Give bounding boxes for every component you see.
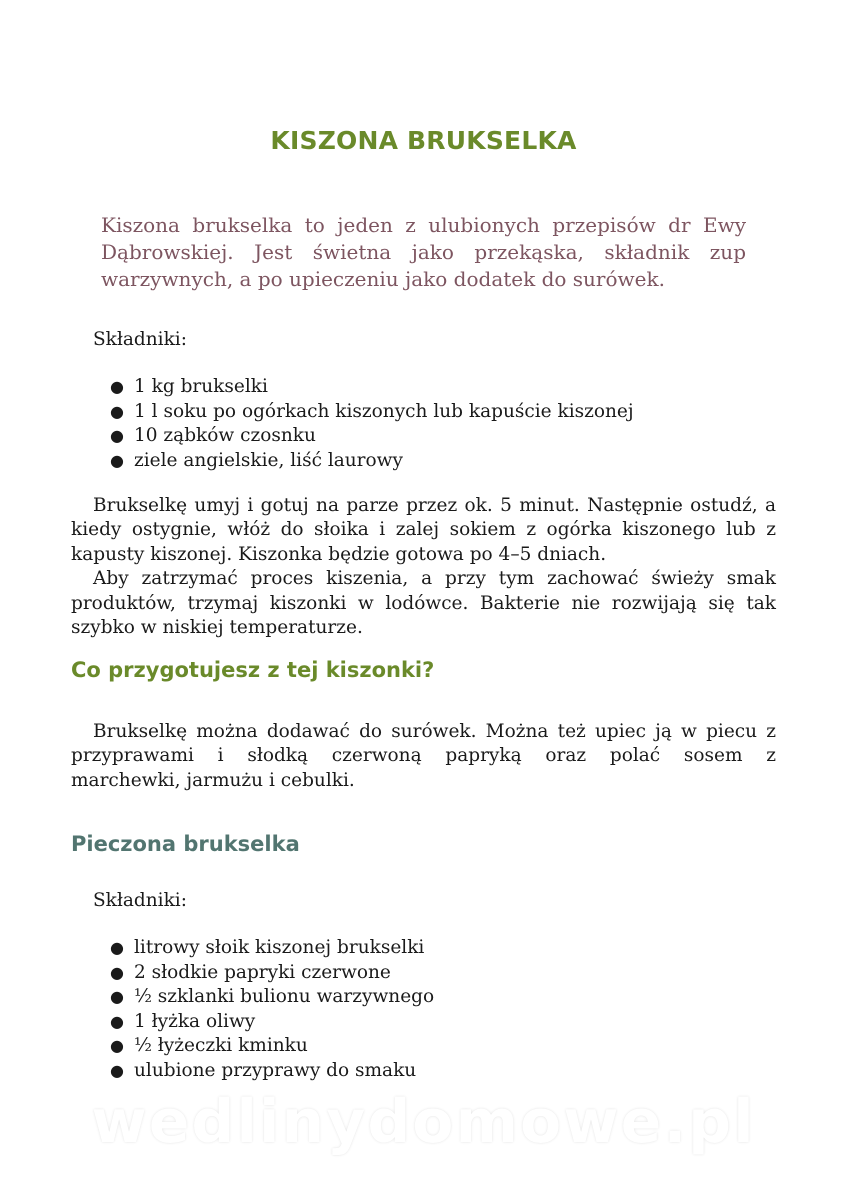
intro-line: Kiszona brukselka to jeden z ulubionych przepisów dr Ewy xyxy=(101,213,746,237)
watermark: wedlinydomowe.pl xyxy=(91,1087,756,1157)
list-item xyxy=(110,936,434,961)
list-item xyxy=(110,961,434,986)
list-item xyxy=(110,1059,434,1084)
section-heading: Pieczona brukselka xyxy=(71,832,300,856)
list-item-text: litrowy słoik kiszonej brukselki xyxy=(134,937,425,958)
list-item-text: 10 ząbków czosnku xyxy=(134,425,316,446)
bullet-icon: ● xyxy=(110,987,124,1006)
paragraph-line: Aby zatrzymać proces kiszenia, a przy tym zachować świeży smak xyxy=(93,568,776,590)
ingredients-label: Składniki: xyxy=(93,890,187,911)
bullet-icon: ● xyxy=(110,377,124,396)
intro-line: warzywnych, a po upieczeniu jako dodatek do surówek. xyxy=(101,267,665,291)
bullet-icon: ● xyxy=(110,1011,124,1031)
list-item-text: ½ szklanki bulionu warzywnego xyxy=(134,986,435,1007)
list-item xyxy=(110,985,434,1010)
paragraph-line: produktów, trzymaj kiszonki w lodówce. Bakterie nie rozwijają się tak xyxy=(71,592,776,614)
intro-paragraph xyxy=(101,212,746,293)
ingredients-list xyxy=(110,936,434,1083)
page-title: KISZONA BRUKSELKA xyxy=(270,126,577,155)
paragraph-line: Brukselkę umyj i gotuj na parze przez ok. 5 minut. Następnie ostudź, a xyxy=(93,495,776,516)
paragraph-line: marchewki, jarmużu i cebulki. xyxy=(71,769,355,791)
bullet-icon: ● xyxy=(110,401,124,421)
intro-line: Dąbrowskiej. Jest świetna jako przekąska, składnik zup xyxy=(101,240,746,264)
list-item-text: ulubione przyprawy do smaku xyxy=(134,1059,417,1081)
list-item-text: ziele angielskie, liść laurowy xyxy=(134,449,403,471)
ingredients-list xyxy=(110,375,634,473)
paragraph-line: przyprawami i słodką czerwoną papryką oraz polać sosem z xyxy=(71,745,776,767)
list-item-text: 1 łyżka oliwy xyxy=(134,1010,256,1032)
preparation-paragraph xyxy=(71,494,776,640)
list-item-text: ½ łyżeczki kminku xyxy=(134,1035,308,1056)
bullet-icon: ● xyxy=(110,450,124,470)
list-item xyxy=(110,449,634,474)
list-item xyxy=(110,424,634,449)
paragraph-line: kapusty kiszonej. Kiszonka będzie gotowa po 4–5 dniach. xyxy=(71,543,607,565)
list-item-text: 1 l soku po ogórkach kiszonych lub kapuście kiszonej xyxy=(134,400,634,422)
section-heading: Co przygotujesz z tej kiszonki? xyxy=(71,658,435,682)
paragraph-line: szybko w niskiej temperaturze. xyxy=(71,617,363,639)
list-item xyxy=(110,375,634,400)
list-item xyxy=(110,1034,434,1059)
paragraph-line: kiedy ostygnie, włóż do słoika i zalej sokiem z ogórka kiszonego lub z xyxy=(71,519,776,541)
bullet-icon: ● xyxy=(110,938,124,957)
bullet-icon: ● xyxy=(110,1060,124,1080)
ingredients-label: Składniki: xyxy=(93,329,187,350)
list-item-text: 1 kg brukselki xyxy=(134,376,268,397)
list-item xyxy=(110,400,634,425)
bullet-icon: ● xyxy=(110,1036,124,1055)
bullet-icon: ● xyxy=(110,962,124,982)
serving-paragraph xyxy=(71,720,776,793)
paragraph-line: Brukselkę można dodawać do surówek. Można też upiec ją w piecu z xyxy=(93,721,776,742)
list-item xyxy=(110,1010,434,1035)
list-item-text: 2 słodkie papryki czerwone xyxy=(134,961,391,983)
bullet-icon: ● xyxy=(110,426,124,445)
